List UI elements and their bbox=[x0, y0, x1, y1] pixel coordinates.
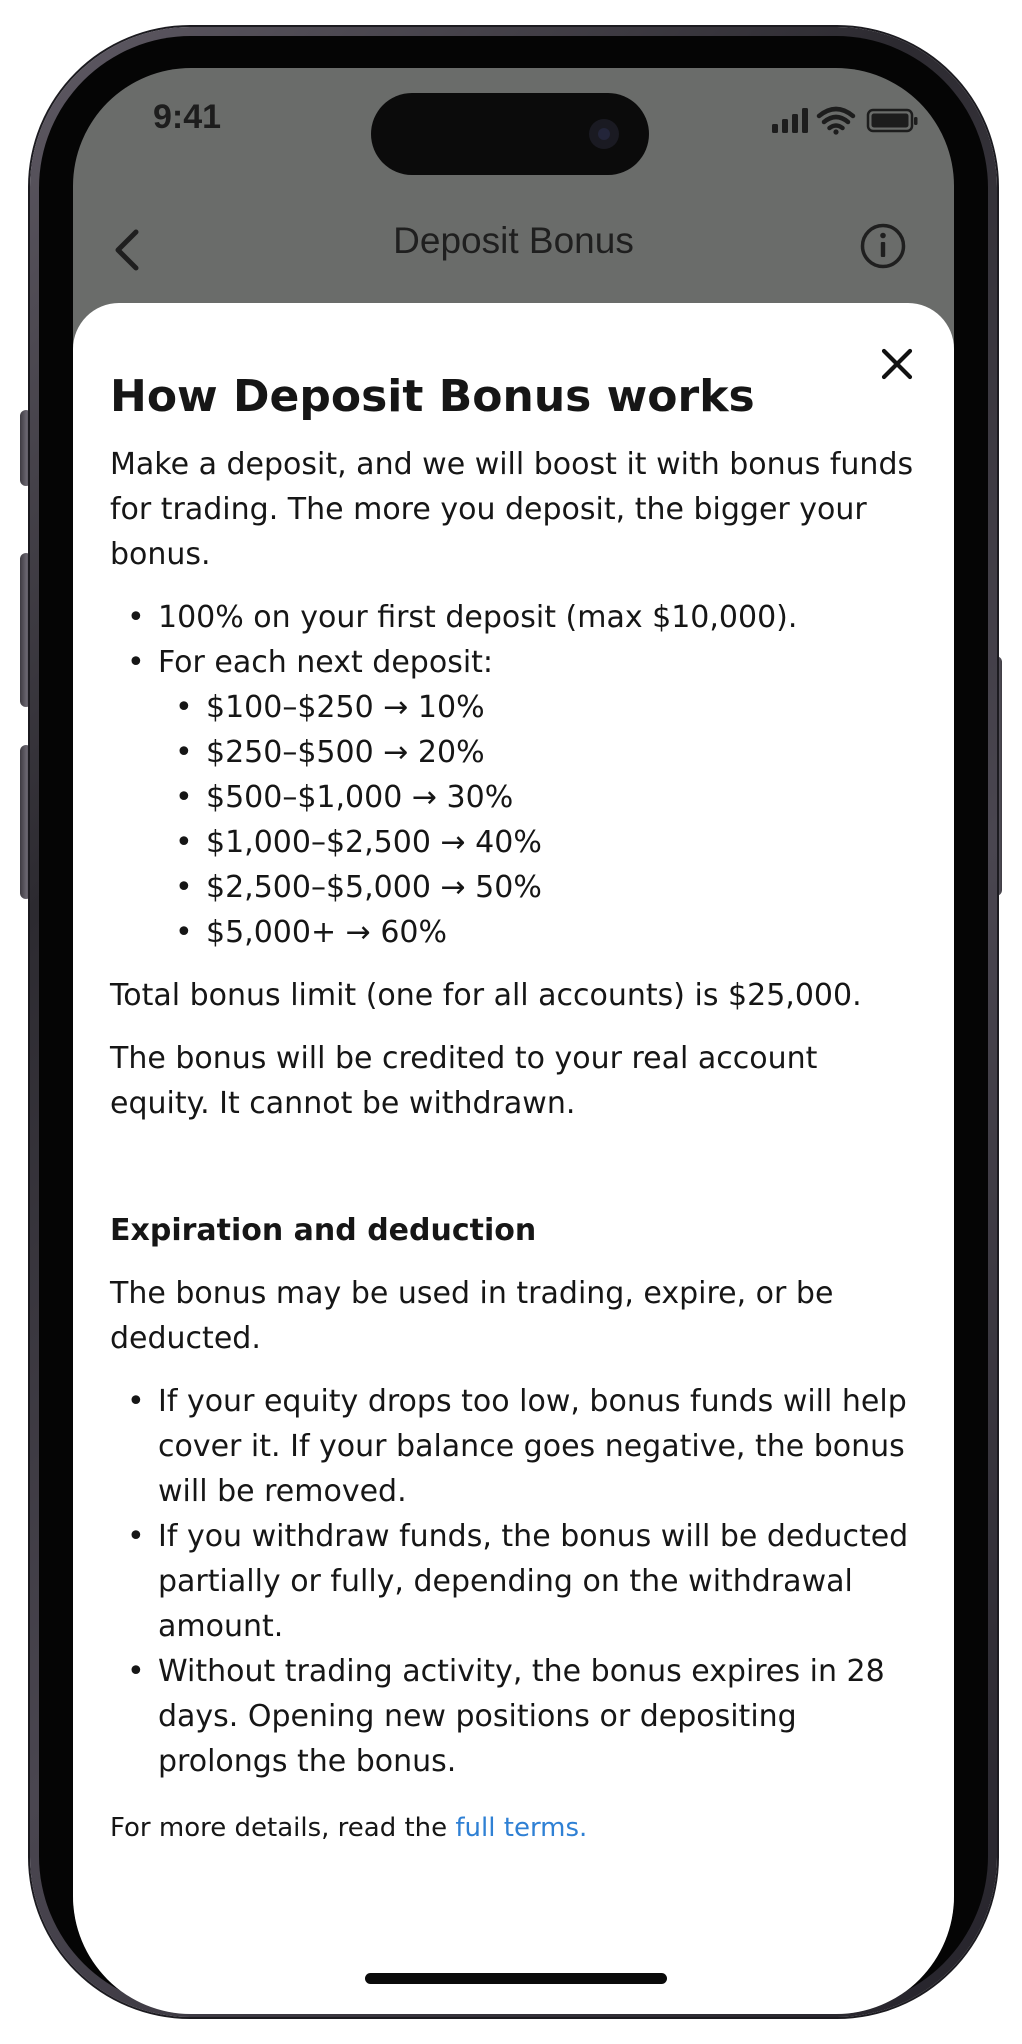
footer-prefix: For more details, read the bbox=[110, 1812, 456, 1843]
bonus-limit-text: Total bonus limit (one for all accounts) is $25,000. bbox=[110, 977, 862, 1013]
status-time: 9:41 bbox=[153, 98, 222, 136]
signal-bars-icon bbox=[772, 108, 808, 133]
phone-screen bbox=[73, 68, 954, 2014]
expiration-intro: The bonus may be used in trading, expire, or be deducted. bbox=[110, 1275, 834, 1356]
tier-item: • $500–$1,000 → 30% bbox=[158, 775, 916, 820]
tier-item: • $1,000–$2,500 → 40% bbox=[158, 820, 916, 865]
tier-item: • $5,000+ → 60% bbox=[158, 910, 916, 955]
full-terms-link[interactable]: full terms. bbox=[455, 1812, 588, 1843]
bottom-sheet bbox=[73, 303, 954, 2014]
list-item bbox=[110, 595, 916, 640]
credit-text: The bonus will be credited to your real account equity. It cannot be withdrawn. bbox=[110, 1040, 818, 1121]
tier-item: • $2,500–$5,000 → 50% bbox=[158, 865, 916, 910]
tier-list bbox=[158, 685, 916, 955]
sheet-content bbox=[110, 371, 916, 1848]
status-icons-svg bbox=[772, 106, 922, 136]
intro-text: Make a deposit, and we will boost it with bonus funds for trading. The more you deposit, the bigger your bonus. bbox=[110, 446, 914, 572]
list-item bbox=[110, 640, 916, 955]
info-button[interactable] bbox=[858, 221, 908, 271]
footer-text bbox=[110, 1808, 916, 1848]
info-circle-icon bbox=[858, 221, 908, 271]
section-title-expiration: Expiration and deduction bbox=[110, 1212, 537, 1248]
battery-icon bbox=[868, 110, 918, 131]
wifi-dot bbox=[833, 129, 838, 134]
next-deposit-text: For each next deposit: bbox=[158, 644, 494, 680]
sheet-title: How Deposit Bonus works bbox=[110, 371, 755, 422]
list-item: • If your equity drops too low, bonus funds will help cover it. If your balance goes negative, the bonus will be removed. bbox=[110, 1379, 916, 1514]
dynamic-island bbox=[371, 93, 649, 175]
bonus-list bbox=[110, 595, 916, 955]
list-item: • Without trading activity, the bonus expires in 28 days. Opening new positions or depositing prolongs the bonus. bbox=[110, 1649, 916, 1784]
camera-icon bbox=[589, 119, 619, 149]
tier-item: • $100–$250 → 10% bbox=[158, 685, 916, 730]
nav-title: Deposit Bonus bbox=[393, 220, 634, 261]
first-deposit-text: 100% on your first deposit (max $10,000). bbox=[158, 599, 798, 635]
tier-item: • $250–$500 → 20% bbox=[158, 730, 916, 775]
list-item: • If you withdraw funds, the bonus will be deducted partially or fully, depending on the withdrawal amount. bbox=[110, 1514, 916, 1649]
expiration-list bbox=[110, 1379, 916, 1784]
home-indicator bbox=[365, 1973, 667, 1984]
wifi-icon bbox=[819, 109, 853, 128]
status-icons bbox=[772, 106, 922, 136]
